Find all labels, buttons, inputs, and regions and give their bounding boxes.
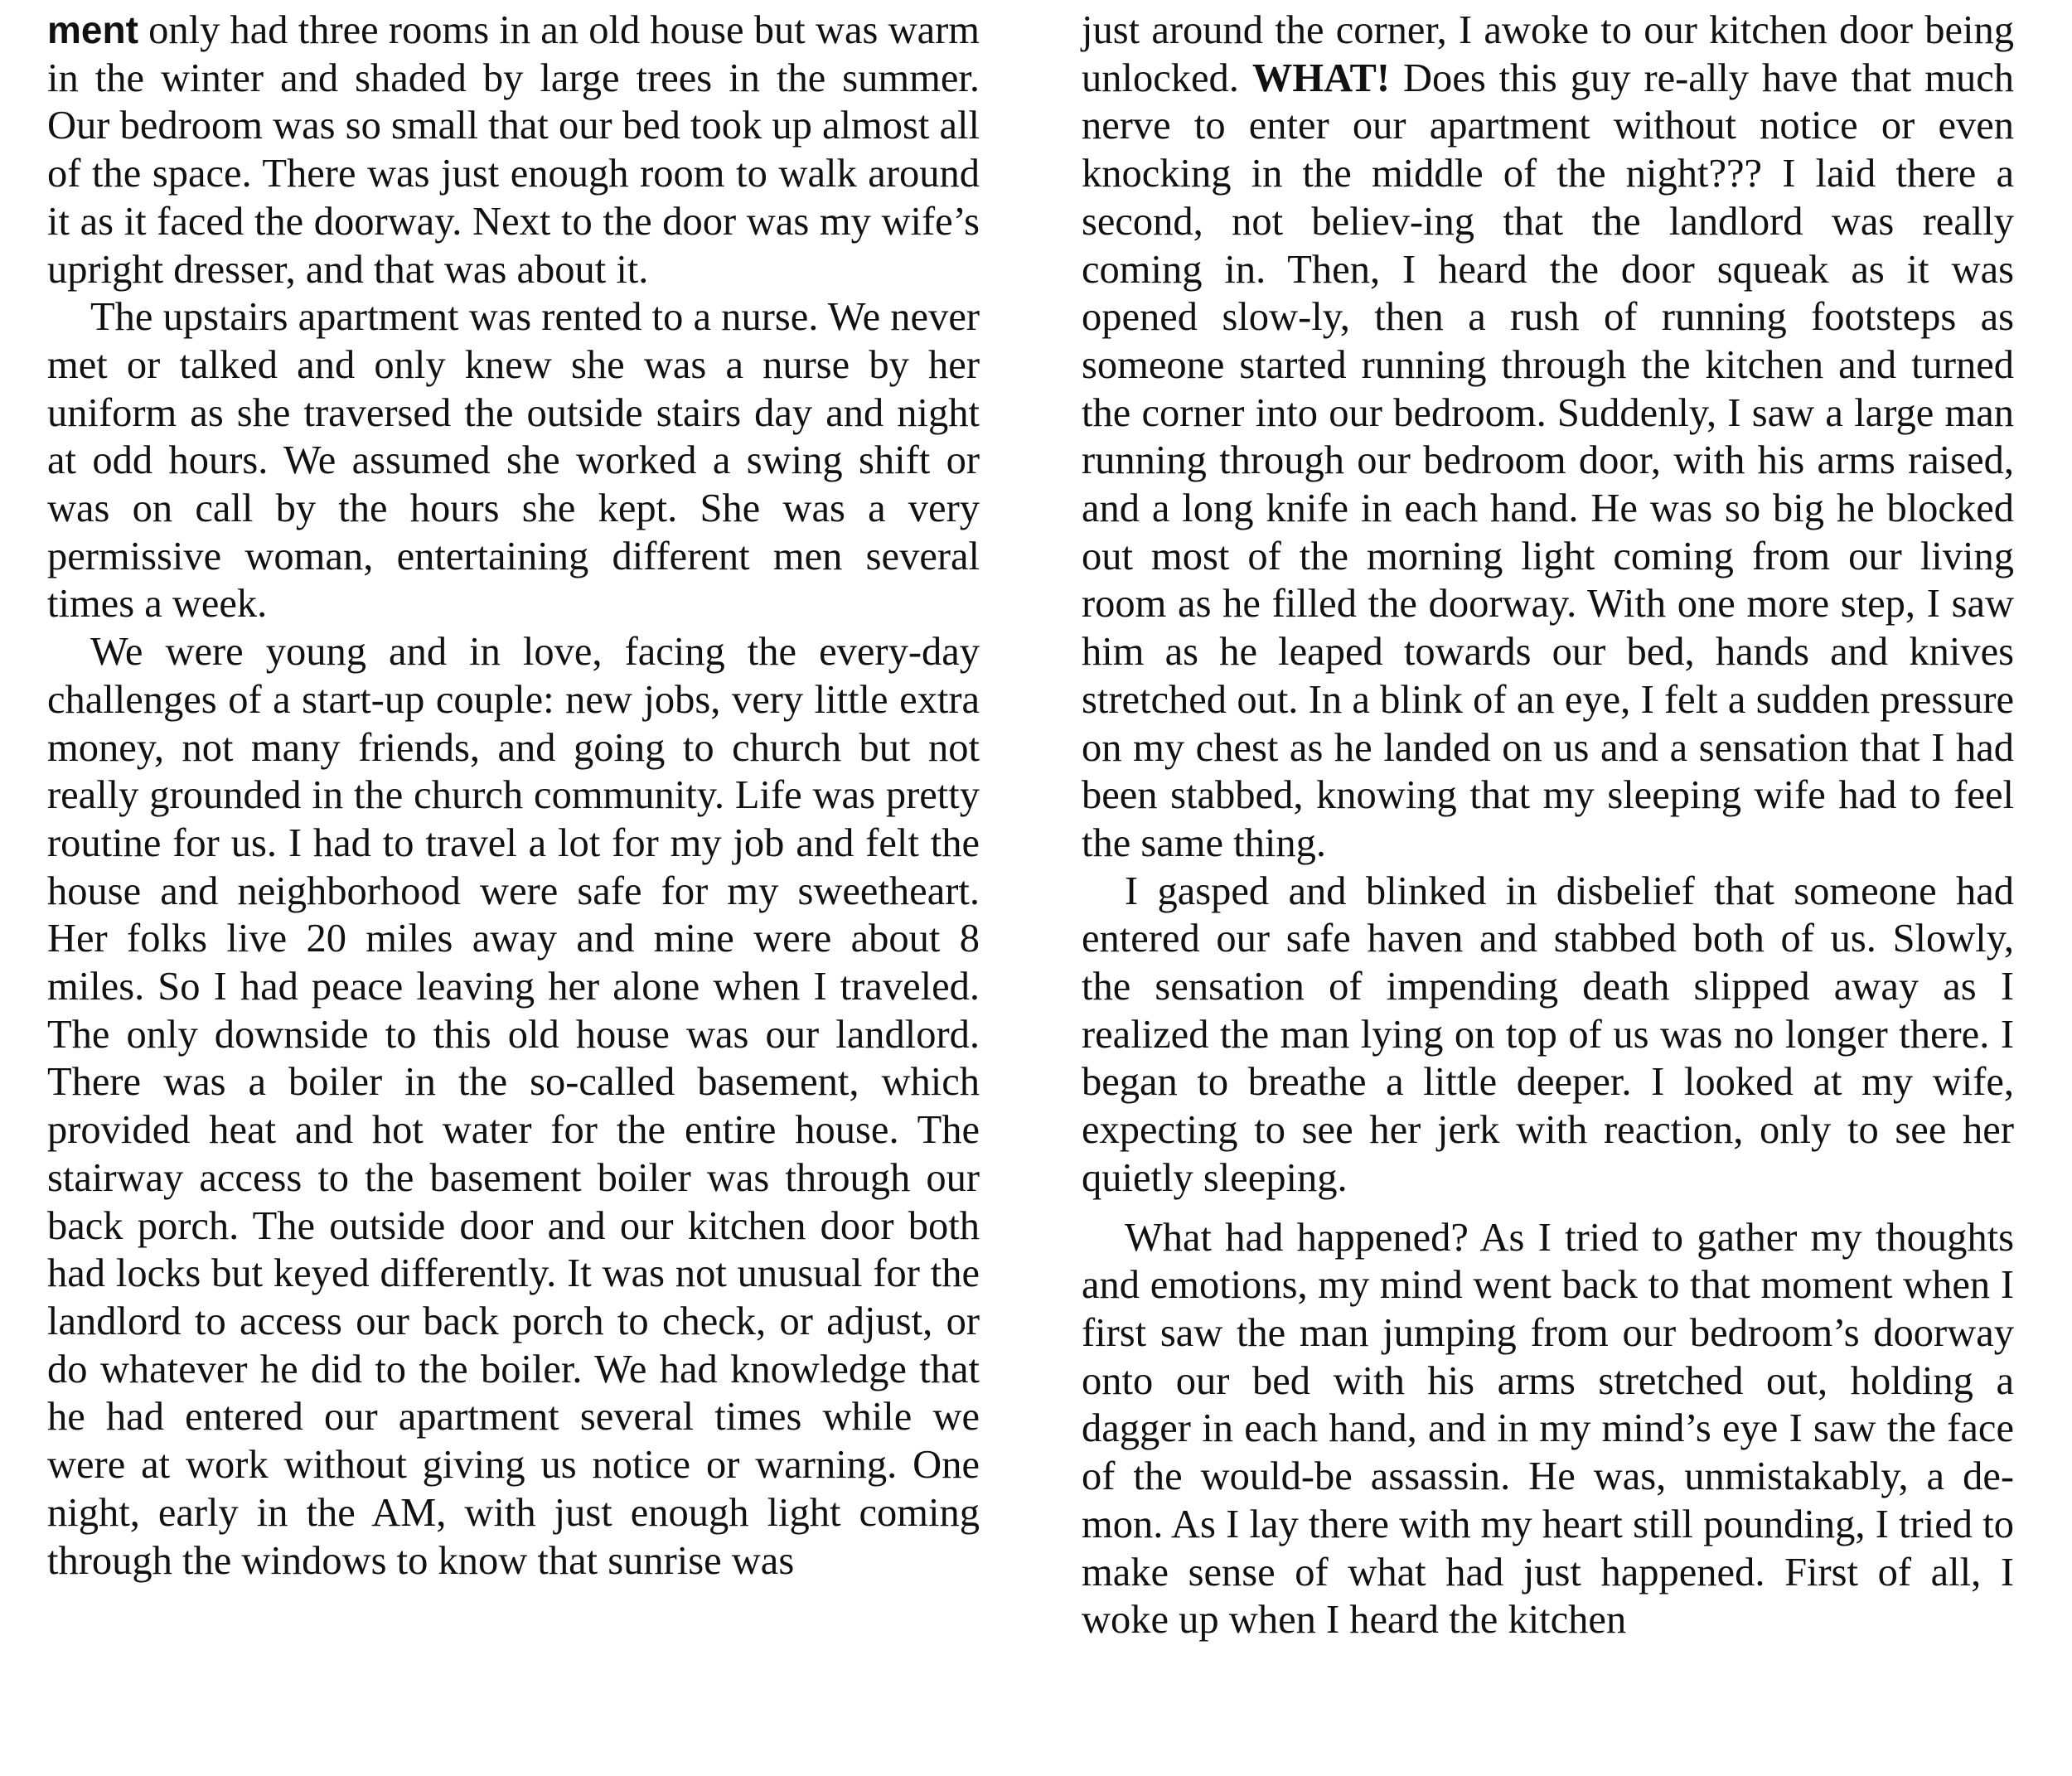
paragraph-text: just around the corner, I awoke to our kitchen door being unlocked. <box>1082 8 2014 100</box>
paragraph-reflection: What had happened? As I tried to gather my thoughts and emotions, my mind went back to that moment when I first saw the man jumping from our bedroom’s doorway onto our bed with his arms stretched out, holding a dagger in each hand, and in my mind’s eye I saw the face of the would-be assassin. He was, unmistakably, a de-mon. As I lay there with my heart still pounding, I tried to make sense of what had just happened. First of all, I woke up when I heard the kitchen <box>1082 1215 2014 1643</box>
paragraph-disbelief: I gasped and blinked in disbelief that someone had entered our safe haven and stabbed both of us. Slowly, the sensation of impending death slipped away as I realized the man lying on top of us was no longer there. I began to breathe a little deeper. I looked at my wife, expecting to see her jerk with reaction, only to see her quietly sleeping. <box>1082 869 2014 1200</box>
bold-exclamation: WHAT! <box>1251 56 1391 100</box>
left-text-column <box>47 7 980 1585</box>
paragraph-text: only had three rooms in an old house but was warm in the winter and shaded by large trees in the summer. Our bedroom was so small that our bed took up almost all of the space. There was just enough room to walk around it as it faced the doorway. Next to the door was my wife’s upright dresser, and that was about it. <box>47 8 980 292</box>
paragraph-apartment-description <box>47 7 980 293</box>
paragraph-text: Does this guy re-ally have that much nerve to enter our apartment without notice or even knocking in the middle of the night??? I laid there a second, not believ-ing that the landlord was really coming in. Then, I heard the door squeak as it was opened slow-ly, then a rush of running footsteps as someone started running through the kitchen and turned the corner into our bedroom. Suddenly, I saw a large man running through our bedroom door, with his arms raised, and a long knife in each hand. He was so big he blocked out most of the morning light coming from our living room as he filled the doorway. With one more step, I saw him as he leaped towards our bed, hands and knives stretched out. In a blink of an eye, I felt a sudden pressure on my chest as he landed on us and a sensation that I had been stabbed, knowing that my sleeping wife had to feel the same thing. <box>1082 56 2014 865</box>
paragraph-young-couple: We were young and in love, facing the every-day challenges of a start-up couple: new jobs, very little extra money, not many friends, and going to church but not really grounded in the church community. Life was pretty routine for us. I had to travel a lot for my job and felt the house and neighborhood were safe for my sweetheart. Her folks live 20 miles away and mine were about 8 miles. So I had peace leaving her alone when I traveled. The only downside to this old house was our landlord. There was a boiler in the so-called basement, which provided heat and hot water for the entire house. The stairway access to the basement boiler was through our back porch. The outside door and our kitchen door both had locks but keyed differently. It was not unusual for the landlord to access our back porch to check, or adjust, or do whatever he did to the boiler. We had knowledge that he had entered our apartment several times while we were at work without giving us notice or warning. One night, early in the AM, with just enough light coming through the windows to know that sunrise was <box>47 630 980 1583</box>
run-in-word: ment <box>47 8 138 51</box>
paragraph-upstairs-nurse: The upstairs apartment was rented to a nurse. We never met or talked and only knew she was a nurse by her uniform as she traversed the outside stairs day and night at odd hours. We assumed she worked a swing shift or was on call by the hours she kept. She was a very permissive woman, entertaining different men several times a week. <box>47 295 980 627</box>
right-text-column <box>1082 7 2014 1644</box>
paragraph-intruder <box>1082 7 2014 868</box>
